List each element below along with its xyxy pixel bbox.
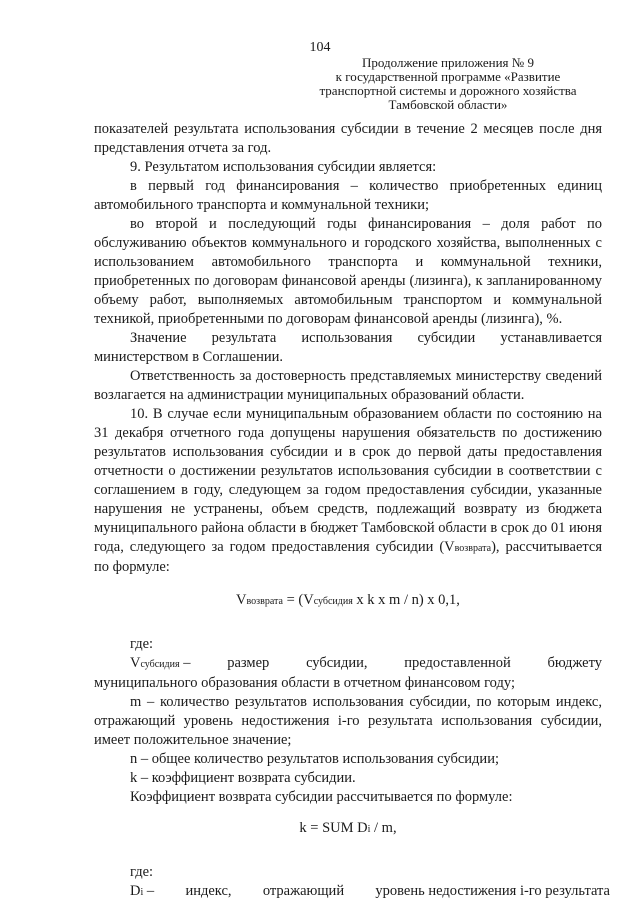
paragraph-intro: показателей результата использования субсидии в течение 2 месяцев после дня представления отчета за год. xyxy=(94,121,602,156)
v-subsidy-definition xyxy=(130,654,602,674)
d-definition xyxy=(130,882,610,902)
formula-k: k = SUM Di / m, xyxy=(299,820,397,836)
where-label-1: где: xyxy=(130,636,154,652)
paragraph-10 xyxy=(94,405,602,577)
document-body xyxy=(94,120,610,902)
header-line-1: Продолжение приложения № 9 xyxy=(362,55,534,70)
formula-v: V xyxy=(236,592,247,608)
paragraph-10-subscript: возврата xyxy=(454,543,492,554)
k-formula-intro: Коэффициент возврата субсидии рассчитывается по формуле: xyxy=(130,789,513,805)
header-line-3: транспортной системы и дорожного хозяйства xyxy=(319,83,577,98)
header-line-2: к государственной программе «Развитие xyxy=(335,69,561,84)
d-word-2: отражающий xyxy=(262,883,345,899)
formula-return xyxy=(94,591,602,611)
paragraph-9-first-year: в первый год финансирования – количество приобретенных единиц автомобильного транспорта и коммунальной техники; xyxy=(94,178,602,213)
formula-mid: = (V xyxy=(282,592,314,608)
paragraph-9-value: Значение результата использования субсидии устанавливается министерством в Соглашении. xyxy=(94,330,602,365)
k-definition: k – коэффициент возврата субсидии. xyxy=(130,770,356,786)
where-label-2: где: xyxy=(130,864,154,880)
formula-sub-return: возврата xyxy=(246,596,283,607)
paragraph-9-responsibility: Ответственность за достоверность представляемых министерству сведений возлагается на администрации муниципальных образований области. xyxy=(94,368,602,403)
paragraph-10-end: ), рассчитывается по формуле: xyxy=(94,539,602,575)
d-symbol: Di – xyxy=(130,883,155,899)
v-subsidy-definition-cont: муниципального образования области в отчетном финансовом году; xyxy=(94,675,515,691)
formula-rest: x k x m / n) x 0,1, xyxy=(352,592,460,608)
paragraph-9-second-year: во второй и последующий годы финансирования – доля работ по обслуживанию объектов коммунального и городского хозяйства, выполненных с использованием автомобильного транспорта и коммунальной техники, приобретенных по договорам финансовой аренды (лизинга), к запланированному объему работ, выполняемых автомобильным транспортом и коммунальной техникой, приобретенными по договорам финансовой аренды (лизинга), %. xyxy=(94,216,602,327)
v-subsidy-symbol: Vсубсидия – xyxy=(130,655,191,671)
m-definition: m – количество результатов использования субсидии, по которым индекс, отражающий уровень недостижения i-го результата использования субсидии, имеет положительное значение; xyxy=(94,694,602,748)
v-word-3: предоставленной xyxy=(404,655,511,671)
header-line-4: Тамбовской области» xyxy=(388,97,508,112)
page-number: 104 xyxy=(309,40,331,55)
v-word-2: субсидии, xyxy=(306,655,368,671)
v-word-1: размер xyxy=(227,655,270,671)
d-word-3: уровень недостижения i-го результата xyxy=(375,883,610,899)
n-definition: n – общее количество результатов использования субсидии; xyxy=(130,751,499,767)
v-word-4: бюджету xyxy=(547,655,602,671)
appendix-header xyxy=(298,56,598,112)
paragraph-9: 9. Результатом использования субсидии является: xyxy=(130,159,437,175)
paragraph-10-text: 10. В случае если муниципальным образованием области по состоянию на 31 декабря отчетного года допущены нарушения обязательств по достижению результатов использования субсидии и в срок до первой даты предоставления отчетности о достижении результатов использования субсидии в соответствии с соглашением в году, следующем за годом предоставления субсидии, указанные нарушения не устранены, объем средств, подлежащий возврату из бюджета муниципального района области в бюджет Тамбовской области в срок до 01 июня года, следующего за годом предоставления субсидии (V xyxy=(94,406,602,555)
formula-sub-subsidy: субсидия xyxy=(313,596,353,607)
d-word-1: индекс, xyxy=(185,883,232,899)
